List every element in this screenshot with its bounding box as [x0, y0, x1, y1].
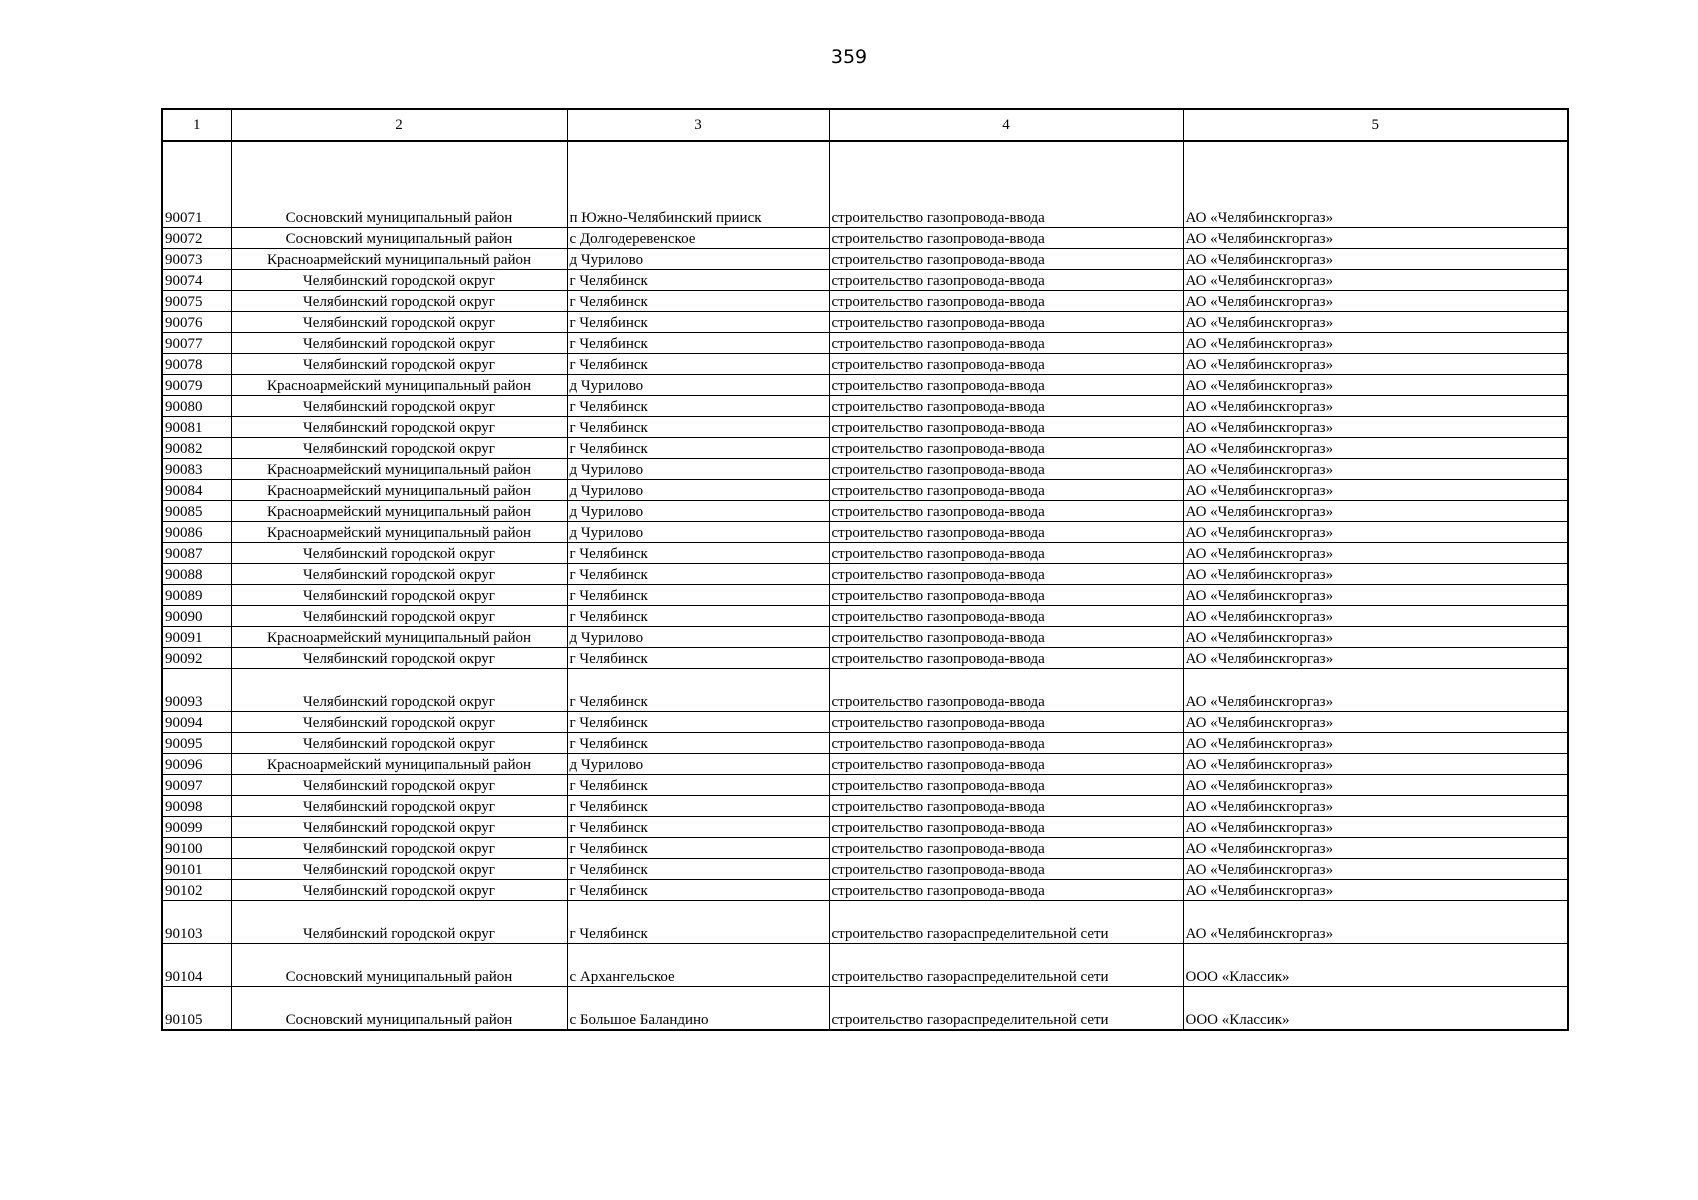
municipality-cell: Красноармейский муниципальный район: [231, 480, 567, 501]
table-row: [162, 459, 1568, 480]
organization-cell: АО «Челябинскгоргаз»: [1183, 733, 1568, 754]
row-number-cell: 90088: [162, 564, 231, 585]
locality-cell: г Челябинск: [567, 838, 829, 859]
row-number-cell: 90103: [162, 901, 231, 944]
work-type-cell: строительство газопровода-ввода: [829, 270, 1183, 291]
row-number-cell: 90076: [162, 312, 231, 333]
row-number-cell: 90078: [162, 354, 231, 375]
organization-cell: АО «Челябинскгоргаз»: [1183, 712, 1568, 733]
work-type-cell: строительство газопровода-ввода: [829, 585, 1183, 606]
work-type-cell: строительство газораспределительной сети: [829, 901, 1183, 944]
table-row: [162, 838, 1568, 859]
table-row: [162, 312, 1568, 333]
locality-cell: д Чурилово: [567, 459, 829, 480]
row-number-cell: 90080: [162, 396, 231, 417]
table-row: [162, 291, 1568, 312]
municipality-cell: Челябинский городской округ: [231, 354, 567, 375]
locality-cell: г Челябинск: [567, 859, 829, 880]
row-number-cell: 90090: [162, 606, 231, 627]
column-header-3: 3: [567, 109, 829, 141]
page-number: 359: [830, 46, 868, 68]
table-row: [162, 775, 1568, 796]
organization-cell: АО «Челябинскгоргаз»: [1183, 522, 1568, 543]
work-type-cell: строительство газопровода-ввода: [829, 522, 1183, 543]
municipality-cell: Сосновский муниципальный район: [231, 141, 567, 228]
column-header-1: 1: [162, 109, 231, 141]
work-type-cell: строительство газопровода-ввода: [829, 648, 1183, 669]
row-number-cell: 90098: [162, 796, 231, 817]
row-number-cell: 90095: [162, 733, 231, 754]
locality-cell: г Челябинск: [567, 606, 829, 627]
organization-cell: АО «Челябинскгоргаз»: [1183, 396, 1568, 417]
organization-cell: АО «Челябинскгоргаз»: [1183, 564, 1568, 585]
organization-cell: АО «Челябинскгоргаз»: [1183, 228, 1568, 249]
work-type-cell: строительство газопровода-ввода: [829, 733, 1183, 754]
locality-cell: д Чурилово: [567, 501, 829, 522]
locality-cell: д Чурилово: [567, 249, 829, 270]
work-type-cell: строительство газопровода-ввода: [829, 249, 1183, 270]
municipality-cell: Челябинский городской округ: [231, 901, 567, 944]
municipality-cell: Красноармейский муниципальный район: [231, 627, 567, 648]
organization-cell: АО «Челябинскгоргаз»: [1183, 543, 1568, 564]
work-type-cell: строительство газопровода-ввода: [829, 396, 1183, 417]
locality-cell: г Челябинск: [567, 901, 829, 944]
table-row: [162, 648, 1568, 669]
work-type-cell: строительство газопровода-ввода: [829, 880, 1183, 901]
organization-cell: АО «Челябинскгоргаз»: [1183, 754, 1568, 775]
municipality-cell: Сосновский муниципальный район: [231, 987, 567, 1031]
table-row: [162, 817, 1568, 838]
work-type-cell: строительство газопровода-ввода: [829, 291, 1183, 312]
work-type-cell: строительство газопровода-ввода: [829, 228, 1183, 249]
organization-cell: АО «Челябинскгоргаз»: [1183, 141, 1568, 228]
locality-cell: г Челябинск: [567, 817, 829, 838]
column-header-2: 2: [231, 109, 567, 141]
row-number-cell: 90099: [162, 817, 231, 838]
table-row: [162, 754, 1568, 775]
organization-cell: АО «Челябинскгоргаз»: [1183, 606, 1568, 627]
locality-cell: г Челябинск: [567, 333, 829, 354]
table-row: [162, 944, 1568, 987]
row-number-cell: 90093: [162, 669, 231, 712]
municipality-cell: Челябинский городской округ: [231, 564, 567, 585]
municipality-cell: Челябинский городской округ: [231, 543, 567, 564]
organization-cell: АО «Челябинскгоргаз»: [1183, 880, 1568, 901]
municipality-cell: Челябинский городской округ: [231, 648, 567, 669]
row-number-cell: 90084: [162, 480, 231, 501]
organization-cell: АО «Челябинскгоргаз»: [1183, 480, 1568, 501]
locality-cell: д Чурилово: [567, 480, 829, 501]
locality-cell: г Челябинск: [567, 312, 829, 333]
municipality-cell: Челябинский городской округ: [231, 270, 567, 291]
table-row: [162, 249, 1568, 270]
municipality-cell: Красноармейский муниципальный район: [231, 249, 567, 270]
table-row: [162, 564, 1568, 585]
table-body: [162, 141, 1568, 1030]
work-type-cell: строительство газопровода-ввода: [829, 543, 1183, 564]
row-number-cell: 90102: [162, 880, 231, 901]
row-number-cell: 90075: [162, 291, 231, 312]
row-number-cell: 90097: [162, 775, 231, 796]
row-number-cell: 90083: [162, 459, 231, 480]
organization-cell: АО «Челябинскгоргаз»: [1183, 838, 1568, 859]
work-type-cell: строительство газопровода-ввода: [829, 312, 1183, 333]
municipality-cell: Сосновский муниципальный район: [231, 944, 567, 987]
municipality-cell: Челябинский городской округ: [231, 733, 567, 754]
organization-cell: АО «Челябинскгоргаз»: [1183, 291, 1568, 312]
organization-cell: АО «Челябинскгоргаз»: [1183, 627, 1568, 648]
locality-cell: д Чурилово: [567, 375, 829, 396]
locality-cell: г Челябинск: [567, 775, 829, 796]
table-row: [162, 417, 1568, 438]
municipality-cell: Челябинский городской округ: [231, 880, 567, 901]
table-row: [162, 396, 1568, 417]
municipality-cell: Челябинский городской округ: [231, 669, 567, 712]
table-row: [162, 627, 1568, 648]
locality-cell: д Чурилово: [567, 754, 829, 775]
work-type-cell: строительство газопровода-ввода: [829, 459, 1183, 480]
organization-cell: АО «Челябинскгоргаз»: [1183, 669, 1568, 712]
organization-cell: АО «Челябинскгоргаз»: [1183, 459, 1568, 480]
table-row: [162, 880, 1568, 901]
row-number-cell: 90100: [162, 838, 231, 859]
table-row: [162, 901, 1568, 944]
locality-cell: г Челябинск: [567, 354, 829, 375]
locality-cell: г Челябинск: [567, 564, 829, 585]
municipality-cell: Красноармейский муниципальный район: [231, 754, 567, 775]
row-number-cell: 90089: [162, 585, 231, 606]
header-row: [162, 109, 1568, 141]
organization-cell: ООО «Классик»: [1183, 944, 1568, 987]
row-number-cell: 90104: [162, 944, 231, 987]
organization-cell: АО «Челябинскгоргаз»: [1183, 501, 1568, 522]
table-row: [162, 733, 1568, 754]
work-type-cell: строительство газопровода-ввода: [829, 333, 1183, 354]
municipality-cell: Челябинский городской округ: [231, 396, 567, 417]
municipality-cell: Челябинский городской округ: [231, 585, 567, 606]
municipality-cell: Челябинский городской округ: [231, 291, 567, 312]
table-row: [162, 606, 1568, 627]
row-number-cell: 90082: [162, 438, 231, 459]
locality-cell: г Челябинск: [567, 585, 829, 606]
work-type-cell: строительство газопровода-ввода: [829, 354, 1183, 375]
municipality-cell: Челябинский городской округ: [231, 817, 567, 838]
table-row: [162, 522, 1568, 543]
table-row: [162, 141, 1568, 228]
organization-cell: АО «Челябинскгоргаз»: [1183, 859, 1568, 880]
table-row: [162, 585, 1568, 606]
municipality-cell: Челябинский городской округ: [231, 712, 567, 733]
row-number-cell: 90073: [162, 249, 231, 270]
locality-cell: г Челябинск: [567, 648, 829, 669]
work-type-cell: строительство газопровода-ввода: [829, 141, 1183, 228]
work-type-cell: строительство газопровода-ввода: [829, 775, 1183, 796]
organization-cell: АО «Челябинскгоргаз»: [1183, 438, 1568, 459]
work-type-cell: строительство газопровода-ввода: [829, 627, 1183, 648]
table-row: [162, 333, 1568, 354]
work-type-cell: строительство газопровода-ввода: [829, 375, 1183, 396]
work-type-cell: строительство газопровода-ввода: [829, 859, 1183, 880]
municipality-cell: Челябинский городской округ: [231, 796, 567, 817]
work-type-cell: строительство газопровода-ввода: [829, 606, 1183, 627]
municipality-cell: Сосновский муниципальный район: [231, 228, 567, 249]
work-type-cell: строительство газопровода-ввода: [829, 564, 1183, 585]
table-row: [162, 354, 1568, 375]
table-row: [162, 859, 1568, 880]
locality-cell: г Челябинск: [567, 417, 829, 438]
table-row: [162, 228, 1568, 249]
table-row: [162, 375, 1568, 396]
column-header-4: 4: [829, 109, 1183, 141]
locality-cell: г Челябинск: [567, 669, 829, 712]
locality-cell: с Долгодеревенское: [567, 228, 829, 249]
row-number-cell: 90072: [162, 228, 231, 249]
table-row: [162, 270, 1568, 291]
municipality-cell: Челябинский городской округ: [231, 859, 567, 880]
locality-cell: г Челябинск: [567, 438, 829, 459]
row-number-cell: 90087: [162, 543, 231, 564]
municipality-cell: Челябинский городской округ: [231, 775, 567, 796]
municipality-cell: Челябинский городской округ: [231, 838, 567, 859]
work-type-cell: строительство газопровода-ввода: [829, 796, 1183, 817]
locality-cell: г Челябинск: [567, 796, 829, 817]
municipality-cell: Челябинский городской округ: [231, 438, 567, 459]
municipality-cell: Красноармейский муниципальный район: [231, 522, 567, 543]
organization-cell: ООО «Классик»: [1183, 987, 1568, 1031]
row-number-cell: 90105: [162, 987, 231, 1031]
registry-table: [161, 108, 1569, 1031]
work-type-cell: строительство газопровода-ввода: [829, 669, 1183, 712]
municipality-cell: Красноармейский муниципальный район: [231, 375, 567, 396]
row-number-cell: 90074: [162, 270, 231, 291]
organization-cell: АО «Челябинскгоргаз»: [1183, 796, 1568, 817]
locality-cell: с Архангельское: [567, 944, 829, 987]
work-type-cell: строительство газопровода-ввода: [829, 838, 1183, 859]
organization-cell: АО «Челябинскгоргаз»: [1183, 375, 1568, 396]
locality-cell: г Челябинск: [567, 291, 829, 312]
locality-cell: г Челябинск: [567, 396, 829, 417]
organization-cell: АО «Челябинскгоргаз»: [1183, 585, 1568, 606]
table-header: [162, 109, 1568, 141]
table-row: [162, 669, 1568, 712]
table-row: [162, 987, 1568, 1031]
locality-cell: г Челябинск: [567, 880, 829, 901]
row-number-cell: 90081: [162, 417, 231, 438]
organization-cell: АО «Челябинскгоргаз»: [1183, 417, 1568, 438]
organization-cell: АО «Челябинскгоргаз»: [1183, 333, 1568, 354]
organization-cell: АО «Челябинскгоргаз»: [1183, 775, 1568, 796]
work-type-cell: строительство газораспределительной сети: [829, 944, 1183, 987]
column-header-5: 5: [1183, 109, 1568, 141]
work-type-cell: строительство газопровода-ввода: [829, 480, 1183, 501]
table-row: [162, 712, 1568, 733]
table-row: [162, 501, 1568, 522]
locality-cell: д Чурилово: [567, 522, 829, 543]
row-number-cell: 90092: [162, 648, 231, 669]
row-number-cell: 90101: [162, 859, 231, 880]
row-number-cell: 90085: [162, 501, 231, 522]
locality-cell: п Южно-Челябинский прииск: [567, 141, 829, 228]
organization-cell: АО «Челябинскгоргаз»: [1183, 901, 1568, 944]
table-row: [162, 480, 1568, 501]
organization-cell: АО «Челябинскгоргаз»: [1183, 354, 1568, 375]
organization-cell: АО «Челябинскгоргаз»: [1183, 817, 1568, 838]
municipality-cell: Красноармейский муниципальный район: [231, 501, 567, 522]
municipality-cell: Челябинский городской округ: [231, 312, 567, 333]
locality-cell: г Челябинск: [567, 543, 829, 564]
row-number-cell: 90079: [162, 375, 231, 396]
row-number-cell: 90071: [162, 141, 231, 228]
row-number-cell: 90096: [162, 754, 231, 775]
row-number-cell: 90094: [162, 712, 231, 733]
work-type-cell: строительство газопровода-ввода: [829, 817, 1183, 838]
work-type-cell: строительство газопровода-ввода: [829, 501, 1183, 522]
organization-cell: АО «Челябинскгоргаз»: [1183, 270, 1568, 291]
work-type-cell: строительство газопровода-ввода: [829, 754, 1183, 775]
locality-cell: д Чурилово: [567, 627, 829, 648]
row-number-cell: 90091: [162, 627, 231, 648]
row-number-cell: 90077: [162, 333, 231, 354]
municipality-cell: Красноармейский муниципальный район: [231, 459, 567, 480]
work-type-cell: строительство газораспределительной сети: [829, 987, 1183, 1031]
locality-cell: с Большое Баландино: [567, 987, 829, 1031]
municipality-cell: Челябинский городской округ: [231, 417, 567, 438]
locality-cell: г Челябинск: [567, 712, 829, 733]
table-row: [162, 438, 1568, 459]
organization-cell: АО «Челябинскгоргаз»: [1183, 648, 1568, 669]
locality-cell: г Челябинск: [567, 733, 829, 754]
table-row: [162, 796, 1568, 817]
work-type-cell: строительство газопровода-ввода: [829, 417, 1183, 438]
row-number-cell: 90086: [162, 522, 231, 543]
table-row: [162, 543, 1568, 564]
organization-cell: АО «Челябинскгоргаз»: [1183, 312, 1568, 333]
municipality-cell: Челябинский городской округ: [231, 333, 567, 354]
municipality-cell: Челябинский городской округ: [231, 606, 567, 627]
work-type-cell: строительство газопровода-ввода: [829, 712, 1183, 733]
work-type-cell: строительство газопровода-ввода: [829, 438, 1183, 459]
locality-cell: г Челябинск: [567, 270, 829, 291]
organization-cell: АО «Челябинскгоргаз»: [1183, 249, 1568, 270]
